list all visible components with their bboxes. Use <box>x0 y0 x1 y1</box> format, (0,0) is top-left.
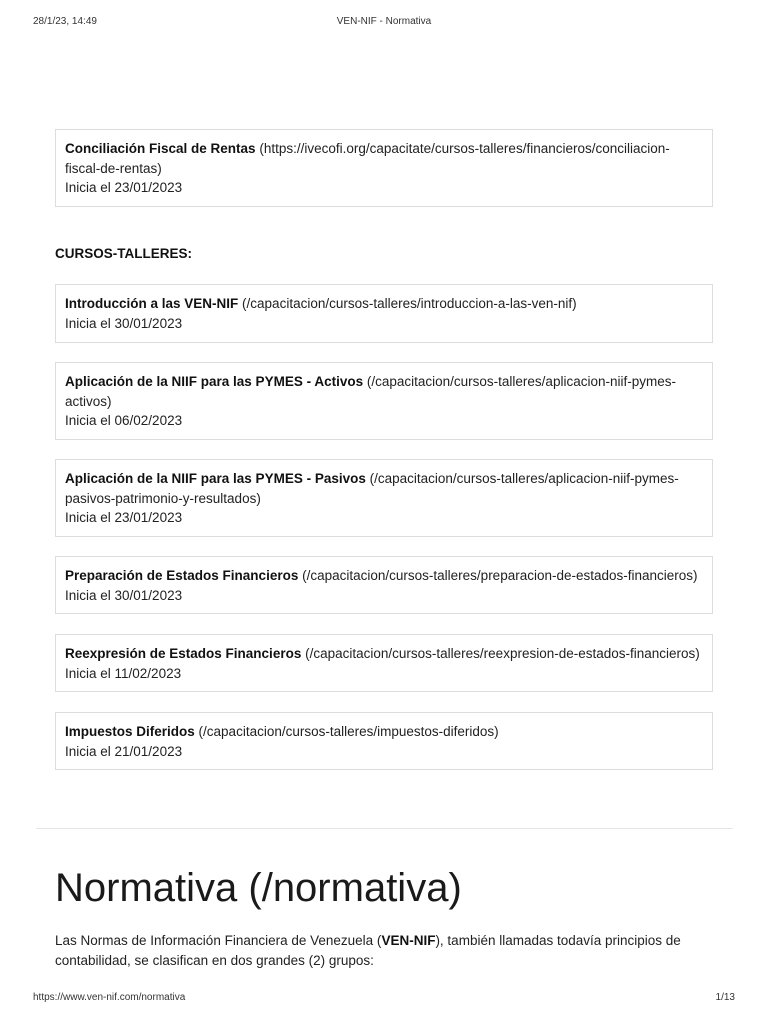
print-datetime: 28/1/23, 14:49 <box>33 16 97 27</box>
course-start-date: Inicia el 06/02/2023 <box>65 413 183 428</box>
course-name[interactable]: Preparación de Estados Financieros <box>65 568 299 583</box>
course-card[interactable] <box>55 362 713 440</box>
course-link[interactable]: (/capacitacion/cursos-talleres/impuestos-diferidos) <box>198 724 499 739</box>
print-footer <box>33 992 735 1008</box>
section-divider <box>36 828 733 829</box>
intro-bold-term: VEN-NIF <box>381 933 436 948</box>
course-card[interactable] <box>55 634 713 692</box>
print-url: https://www.ven-nif.com/normativa <box>33 992 186 1003</box>
course-card[interactable] <box>55 284 713 343</box>
course-start-date: Inicia el 30/01/2023 <box>65 587 183 603</box>
course-name[interactable]: Aplicación de la NIIF para las PYMES - Pasivos <box>65 471 366 486</box>
course-link[interactable]: (/capacitacion/cursos-talleres/aplicacion-niif-pymes-pasivos-patrimonio-y-resultados) <box>65 471 679 506</box>
course-card[interactable] <box>55 459 713 537</box>
course-start-date: Inicia el 23/01/2023 <box>65 510 183 525</box>
section-label-cursos-talleres: CURSOS-TALLERES: <box>55 246 192 261</box>
course-card-conciliacion[interactable] <box>55 129 713 207</box>
print-header <box>33 16 735 32</box>
course-link[interactable]: (/capacitacion/cursos-talleres/aplicacion-niif-pymes-activos) <box>65 374 676 409</box>
course-link[interactable]: (/capacitacion/cursos-talleres/introduccion-a-las-ven-nif) <box>242 296 577 311</box>
course-card[interactable] <box>55 556 713 614</box>
course-card[interactable] <box>55 712 713 770</box>
course-start-date: Inicia el 30/01/2023 <box>65 315 183 331</box>
course-start-date: Inicia el 23/01/2023 <box>65 180 183 195</box>
course-name[interactable]: Impuestos Diferidos <box>65 724 195 739</box>
course-name[interactable]: Introducción a las VEN-NIF <box>65 296 239 311</box>
page-title[interactable]: Normativa (/normativa) <box>55 866 462 910</box>
course-link[interactable]: (https://ivecofi.org/capacitate/cursos-talleres/financieros/conciliacion-fiscal-de-rentas) <box>65 141 670 176</box>
course-name[interactable]: Conciliación Fiscal de Rentas <box>65 141 256 156</box>
course-name[interactable]: Aplicación de la NIIF para las PYMES - Activos <box>65 374 364 389</box>
course-link[interactable]: (/capacitacion/cursos-talleres/reexpresion-de-estados-financieros) <box>305 646 700 661</box>
course-start-date: Inicia el 21/01/2023 <box>65 743 183 759</box>
intro-paragraph <box>55 931 695 970</box>
course-link[interactable]: (/capacitacion/cursos-talleres/preparacion-de-estados-financieros) <box>302 568 698 583</box>
course-name[interactable]: Reexpresión de Estados Financieros <box>65 646 302 661</box>
course-start-date: Inicia el 11/02/2023 <box>65 665 182 681</box>
print-page-title: VEN-NIF - Normativa <box>336 16 432 27</box>
intro-text-end: ), también llamadas todavía principios de contabilidad, se clasifican en dos grandes (2) grupos: <box>55 933 681 968</box>
intro-text-start: Las Normas de Información Financiera de Venezuela ( <box>55 933 382 948</box>
print-page-number: 1/13 <box>715 992 735 1003</box>
